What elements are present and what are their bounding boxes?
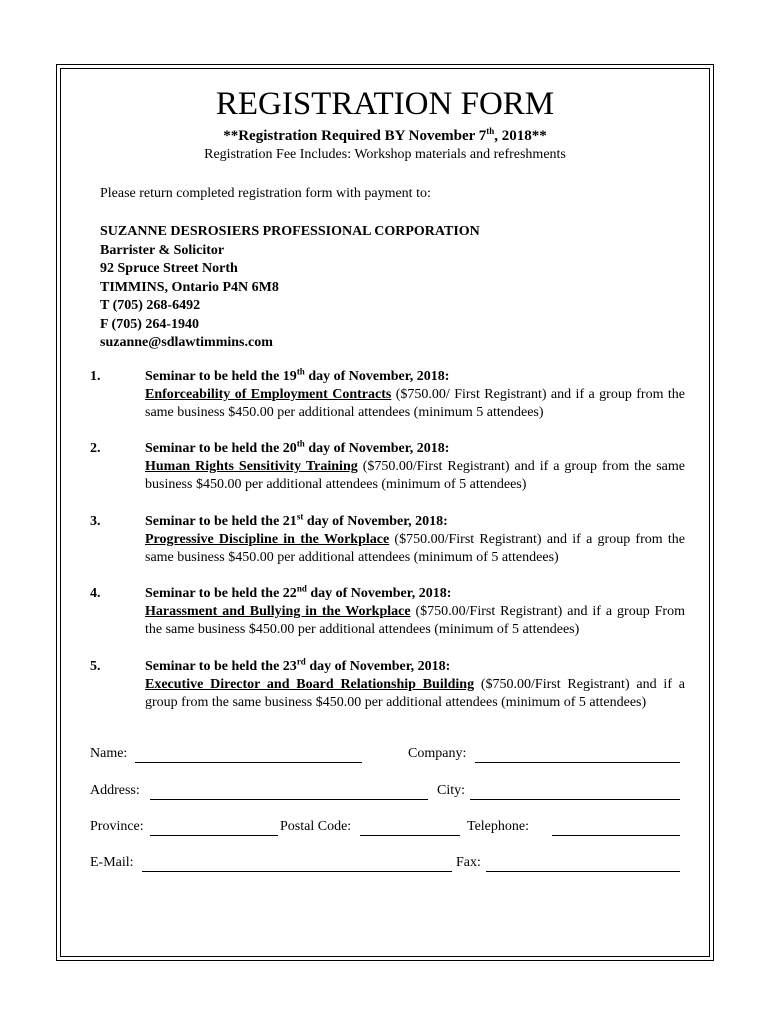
name-field[interactable]: [135, 762, 362, 763]
contact-street: 92 Spruce Street North: [100, 261, 238, 276]
email-label: E-Mail:: [90, 855, 134, 870]
return-instructions: Please return completed registration form with payment to:: [100, 186, 431, 201]
form-title: REGISTRATION FORM: [215, 86, 555, 122]
province-label: Province:: [90, 819, 144, 834]
province-field[interactable]: [150, 835, 278, 836]
seminar-heading: Seminar to be held the 22nd day of November, 2018:: [145, 583, 452, 601]
telephone-label: Telephone:: [467, 819, 529, 834]
seminar-heading: Seminar to be held the 19th day of November, 2018:: [145, 366, 450, 384]
postal-code-field[interactable]: [360, 835, 460, 836]
seminar-number: 4.: [90, 586, 101, 601]
name-company-row: [90, 746, 680, 766]
address-field[interactable]: [150, 799, 428, 800]
seminar-number: 5.: [90, 659, 101, 674]
city-field[interactable]: [470, 799, 680, 800]
contact-phone: T (705) 268-6492: [100, 298, 201, 313]
registration-deadline: **Registration Required BY November 7th, 2018**: [223, 126, 547, 144]
seminar-course-title: Enforceability of Employment Contracts: [145, 387, 392, 402]
telephone-field[interactable]: [552, 835, 680, 836]
seminar-number: 1.: [90, 369, 101, 384]
seminar-number: 2.: [90, 441, 101, 456]
address-city-row: [90, 783, 680, 803]
seminar-description: Executive Director and Board Relationship Building ($750.00/First Registrant) and if a group from the same business $450.00 per additional attendees (minimum of 5 attendees): [145, 677, 685, 710]
address-label: Address:: [90, 783, 140, 798]
postal-code-label: Postal Code:: [280, 819, 352, 834]
contact-city: TIMMINS, Ontario P4N 6M8: [100, 279, 279, 295]
contact-fax: F (705) 264-1940: [100, 316, 200, 332]
fee-note: Registration Fee Includes: Workshop materials and refreshments: [204, 147, 566, 162]
seminar-heading: Seminar to be held the 23rd day of November, 2018:: [145, 656, 451, 674]
seminar-course-title: Human Rights Sensitivity Training: [145, 459, 358, 474]
seminar-description: Enforceability of Employment Contracts ($750.00/ First Registrant) and if a group from the same business $450.00 per additional attendees (minimum 5 attendees): [145, 387, 685, 420]
email-fax-row: [90, 855, 680, 875]
seminar-description: Harassment and Bullying in the Workplace ($750.00/First Registrant) and if a group From the same business $450.00 per additional attendees (minimum of 5 attendees): [145, 604, 685, 637]
province-postal-phone-row: [90, 819, 680, 839]
company-field[interactable]: [475, 762, 680, 763]
seminar-description: Progressive Discipline in the Workplace ($750.00/First Registrant) and if a group from the same business $450.00 per additional attendees (minimum of 5 attendees): [145, 532, 685, 565]
contact-email[interactable]: suzanne@sdlawtimmins.com: [100, 335, 273, 350]
city-label: City:: [437, 783, 466, 798]
company-label: Company:: [408, 746, 467, 761]
contact-company: SUZANNE DESROSIERS PROFESSIONAL CORPORATION: [100, 224, 480, 239]
contact-role: Barrister & Solicitor: [100, 242, 225, 258]
email-field[interactable]: [142, 871, 452, 872]
contact-block: [100, 223, 480, 353]
seminar-description: Human Rights Sensitivity Training ($750.00/First Registrant) and if a group from the same business $450.00 per additional attendees (minimum of 5 attendees): [145, 459, 685, 492]
seminar-heading: Seminar to be held the 20th day of November, 2018:: [145, 438, 450, 456]
seminar-number: 3.: [90, 514, 101, 529]
fax-field[interactable]: [486, 871, 680, 872]
fax-label: Fax:: [456, 855, 481, 870]
seminar-course-title: Harassment and Bullying in the Workplace: [145, 604, 411, 619]
seminar-course-title: Executive Director and Board Relationship Building: [145, 677, 475, 692]
seminar-heading: Seminar to be held the 21st day of November, 2018:: [145, 511, 448, 529]
seminar-course-title: Progressive Discipline in the Workplace: [145, 532, 390, 547]
name-label: Name:: [90, 746, 128, 761]
